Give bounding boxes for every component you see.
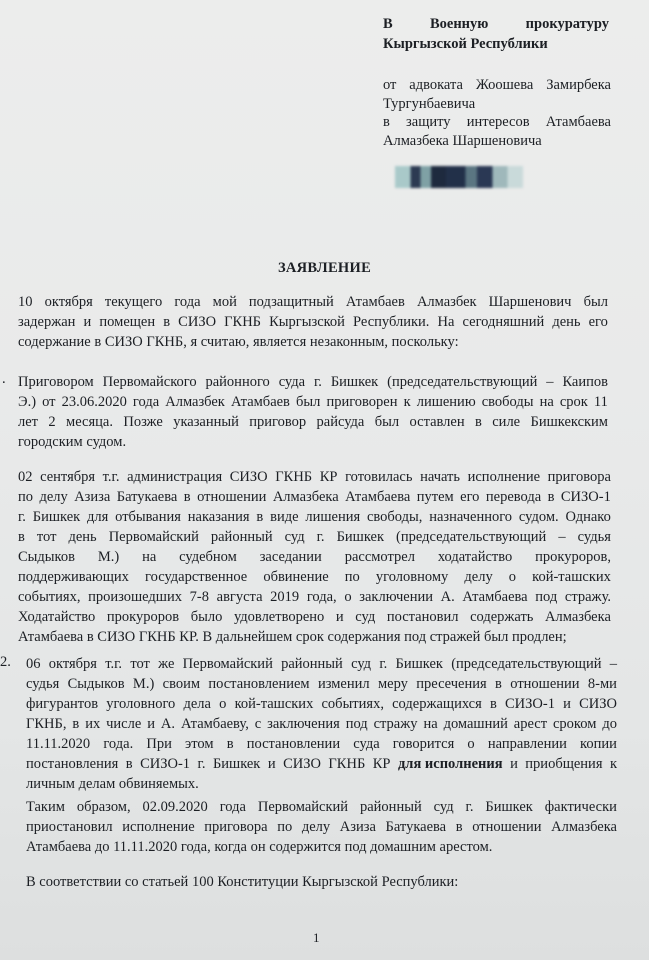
text-word: судебном bbox=[179, 549, 237, 565]
text-word: сегодняшний bbox=[462, 314, 545, 330]
text-word: дела bbox=[183, 696, 211, 712]
paragraph-conclusion bbox=[26, 797, 617, 857]
text-word: Алмазбека bbox=[272, 489, 339, 505]
addressee-word: прокуратуру bbox=[525, 16, 609, 32]
text-word: 2019 bbox=[270, 589, 300, 605]
text-word: Атамбаев bbox=[345, 294, 405, 310]
sender-word: Жоошева bbox=[475, 77, 534, 93]
text-word: содержащихся bbox=[392, 696, 482, 712]
text-word: о bbox=[467, 736, 475, 752]
text-word: Ходатайство bbox=[18, 609, 96, 625]
text-word: приостановил bbox=[26, 819, 113, 835]
text-line bbox=[26, 694, 617, 714]
text-word: ГКНБ bbox=[328, 756, 366, 772]
text-word: Однако bbox=[565, 509, 611, 525]
redacted-contact bbox=[395, 166, 523, 188]
text-word: года bbox=[174, 294, 201, 310]
text-line bbox=[26, 654, 617, 674]
text-word: городским судом. bbox=[18, 434, 127, 450]
text-word: Приговором bbox=[18, 374, 94, 390]
text-word: в bbox=[183, 489, 191, 505]
text-word: КР bbox=[319, 469, 338, 485]
text-word: его bbox=[588, 314, 608, 330]
text-word: М.) bbox=[97, 549, 120, 565]
text-word: отношении bbox=[510, 676, 580, 692]
text-word: районный bbox=[281, 656, 343, 672]
text-word: государственное bbox=[145, 569, 248, 585]
text-word: Первомайский bbox=[108, 529, 199, 545]
text-word: Атамбаеву, bbox=[180, 716, 249, 732]
text-word: Таким bbox=[26, 799, 65, 815]
text-word: стражу. bbox=[564, 589, 611, 605]
text-word: делу bbox=[464, 569, 493, 585]
text-line bbox=[18, 607, 611, 627]
sender-line: Тургунбаевича bbox=[383, 95, 476, 112]
text-word: г. bbox=[465, 799, 474, 815]
text-word: года bbox=[132, 394, 160, 410]
text-line bbox=[26, 754, 617, 774]
text-word: 06 bbox=[26, 656, 41, 672]
text-line bbox=[18, 507, 611, 527]
text-word: лишению bbox=[416, 394, 476, 410]
text-word: исполнение bbox=[467, 469, 541, 485]
text-word: г. bbox=[313, 374, 322, 390]
text-word: отбывания bbox=[115, 509, 181, 525]
text-word: районный bbox=[359, 799, 422, 815]
addressee-line: Кыргызской Республики bbox=[383, 36, 548, 52]
text-word: обвинение bbox=[263, 569, 329, 585]
text-line bbox=[18, 432, 608, 452]
text-word: путем bbox=[416, 489, 454, 505]
text-word: (председательствующий bbox=[387, 374, 538, 390]
text-word: Каипов bbox=[562, 374, 608, 390]
text-word: ГКНБ bbox=[224, 314, 262, 330]
text-word: Бишкек bbox=[32, 509, 81, 525]
text-word: Бишкек bbox=[395, 656, 443, 672]
text-word: о bbox=[508, 569, 517, 585]
text-word: приговора bbox=[547, 469, 611, 485]
text-word: октября bbox=[44, 294, 93, 310]
text-word: Алмазбека bbox=[545, 609, 611, 625]
text-word: Бишкек bbox=[212, 756, 261, 772]
text-word: Республики. bbox=[353, 314, 430, 330]
text-word: числе bbox=[106, 716, 142, 732]
text-line bbox=[18, 467, 611, 487]
text-word: суд bbox=[284, 529, 305, 545]
text-word: (председательствующий bbox=[396, 529, 547, 545]
text-word: их bbox=[85, 716, 101, 732]
text-word: Алмазбек bbox=[165, 394, 225, 410]
text-word: указанный bbox=[173, 414, 239, 430]
text-word: На bbox=[437, 314, 455, 330]
text-word: фактически bbox=[544, 799, 617, 815]
text-word: Шаршенович bbox=[488, 294, 572, 310]
text-word: приобщения bbox=[525, 756, 603, 772]
text-word: приговор bbox=[249, 414, 307, 430]
text-word: делу bbox=[39, 489, 68, 505]
paragraph-point-1 bbox=[18, 372, 608, 452]
sender-word: в bbox=[383, 114, 390, 130]
text-word: кой-ташских bbox=[234, 696, 314, 712]
text-word: – bbox=[558, 529, 566, 545]
text-word: – bbox=[609, 656, 617, 672]
text-word: в bbox=[489, 696, 497, 712]
text-line bbox=[18, 567, 611, 587]
text-word: его bbox=[460, 489, 480, 505]
text-word: администрация bbox=[127, 469, 223, 485]
text-word: в bbox=[256, 509, 264, 525]
text-word: тот bbox=[130, 656, 150, 672]
text-word: ГКНБ, bbox=[26, 716, 67, 732]
text-line bbox=[26, 674, 617, 694]
text-word: суда bbox=[353, 736, 380, 752]
text-word: КР bbox=[372, 756, 391, 772]
text-word: г. bbox=[379, 656, 388, 672]
text-line bbox=[18, 487, 611, 507]
text-word: райсуда bbox=[316, 414, 365, 430]
text-word: суд bbox=[351, 656, 372, 672]
text-word: делу bbox=[301, 819, 331, 835]
text-word: начать bbox=[420, 469, 460, 485]
text-word: день bbox=[68, 529, 97, 545]
text-word: назначенного bbox=[429, 509, 513, 525]
text-word: Бишкек bbox=[336, 529, 385, 545]
text-word: сроком bbox=[552, 716, 597, 732]
text-word: был bbox=[374, 414, 400, 430]
text-word: на bbox=[142, 549, 157, 565]
text-word: в bbox=[226, 736, 234, 752]
text-word: 11.11.2020 bbox=[26, 736, 91, 752]
text-word: наказания bbox=[187, 509, 250, 525]
text-word: СИЗО-1 bbox=[560, 489, 611, 505]
text-line bbox=[26, 734, 617, 754]
text-word: по bbox=[277, 819, 293, 835]
text-word: уголовного bbox=[106, 696, 176, 712]
text-line bbox=[26, 797, 617, 817]
text-word: СИЗО bbox=[283, 756, 321, 772]
text-word: г. bbox=[316, 529, 325, 545]
text-word: заключении bbox=[359, 589, 433, 605]
text-word: г. bbox=[18, 509, 26, 525]
text-word: для bbox=[87, 509, 109, 525]
sender-word: защиту bbox=[406, 114, 451, 130]
text-word: своим bbox=[162, 676, 201, 692]
sender-word: адвоката bbox=[409, 77, 463, 93]
text-word: Атамбаев bbox=[230, 394, 290, 410]
text-line bbox=[18, 292, 608, 312]
text-word: и bbox=[83, 314, 92, 330]
text-word: и bbox=[147, 716, 155, 732]
text-word: Э.) bbox=[18, 394, 37, 410]
text-word: лишения bbox=[305, 509, 361, 525]
text-word: был bbox=[296, 394, 321, 410]
text-line bbox=[18, 547, 611, 567]
text-word: суд bbox=[433, 799, 454, 815]
text-line bbox=[26, 817, 617, 837]
sender-word: Замирбека bbox=[546, 77, 611, 93]
text-word: постановлением bbox=[208, 676, 310, 692]
text-word: кой-ташских bbox=[532, 569, 611, 585]
text-word: в bbox=[455, 819, 463, 835]
text-word: прокуроров, bbox=[535, 549, 611, 565]
text-line bbox=[18, 332, 608, 352]
text-word: в bbox=[72, 716, 80, 732]
text-word: рассмотрел bbox=[344, 549, 415, 565]
text-word: день bbox=[552, 314, 581, 330]
text-word: ходатайство bbox=[437, 549, 513, 565]
text-word: в bbox=[495, 676, 502, 692]
text-word: домашний bbox=[443, 716, 508, 732]
addressee-block bbox=[383, 14, 609, 54]
text-word: ГКНБ bbox=[275, 469, 313, 485]
text-line bbox=[18, 372, 608, 392]
text-word: этом bbox=[185, 736, 214, 752]
text-word: 10 bbox=[18, 294, 33, 310]
text-word: готовилась bbox=[345, 469, 413, 485]
text-word: суда bbox=[278, 374, 306, 390]
text-word: 8-ми bbox=[587, 676, 617, 692]
text-word: постановлении bbox=[246, 736, 341, 752]
text-word: прокуроров bbox=[106, 609, 180, 625]
text-word: августа bbox=[216, 589, 263, 605]
text-word: приговора bbox=[204, 819, 268, 835]
text-line bbox=[18, 587, 611, 607]
text-word: же bbox=[158, 656, 175, 672]
text-word: арест bbox=[513, 716, 548, 732]
text-word: – bbox=[546, 374, 554, 390]
text-word: приговорен bbox=[326, 394, 398, 410]
text-word: силе bbox=[492, 414, 521, 430]
sender-line: Алмазбека Шаршеновича bbox=[383, 132, 542, 149]
text-word: судья bbox=[577, 529, 611, 545]
text-word: и bbox=[267, 756, 276, 772]
text-line bbox=[18, 392, 608, 412]
text-word: перевода bbox=[485, 489, 542, 505]
text-word: суд bbox=[355, 609, 376, 625]
text-word: удовлетворено bbox=[233, 609, 325, 625]
text-word: СИЗО-1 bbox=[140, 756, 191, 772]
text-word: Первомайский bbox=[182, 656, 273, 672]
text-word: Кыргызской bbox=[269, 314, 345, 330]
text-word: Батукаева bbox=[385, 819, 447, 835]
text-word: к bbox=[609, 756, 617, 772]
text-word: виде bbox=[270, 509, 299, 525]
text-word: было bbox=[190, 609, 223, 625]
text-word: В соответствии со статьей 100 Конституции Кыргызской Республики: bbox=[26, 874, 459, 890]
text-word: по bbox=[344, 569, 360, 585]
text-word: 02 bbox=[18, 469, 33, 485]
text-line bbox=[26, 774, 617, 794]
text-word: Алмазбека bbox=[551, 819, 617, 835]
text-word: (председательствующий bbox=[451, 656, 602, 672]
text-word: Первомайский bbox=[257, 799, 349, 815]
text-word: о bbox=[219, 696, 227, 712]
text-word: произошедших bbox=[88, 589, 182, 605]
paragraph-point-1-continued bbox=[18, 467, 611, 647]
text-word: для исполнения bbox=[397, 756, 503, 772]
addressee-word: В bbox=[383, 16, 393, 32]
text-word: 2 bbox=[48, 414, 56, 430]
sender-word: от bbox=[383, 77, 397, 93]
text-word: тот bbox=[36, 529, 57, 545]
paragraph-point-2 bbox=[26, 654, 617, 794]
text-word: А. bbox=[440, 589, 455, 605]
text-word: Бишкекским bbox=[530, 414, 608, 430]
text-word: и bbox=[563, 696, 571, 712]
text-word: от bbox=[42, 394, 56, 410]
text-word: Батукаева bbox=[116, 489, 178, 505]
text-word: 02.09.2020 bbox=[142, 799, 208, 815]
text-word: и bbox=[335, 609, 344, 625]
text-word: был bbox=[583, 294, 608, 310]
text-word: заключения bbox=[267, 716, 340, 732]
text-line bbox=[18, 412, 608, 432]
text-word: г. bbox=[197, 756, 206, 772]
text-word: в bbox=[163, 314, 171, 330]
text-word: Атамбаева bbox=[345, 489, 411, 505]
text-word: отношении bbox=[197, 489, 267, 505]
text-line bbox=[26, 837, 617, 857]
text-line bbox=[18, 527, 611, 547]
text-word: под bbox=[345, 716, 368, 732]
text-word: СИЗО bbox=[178, 314, 217, 330]
text-word: районного bbox=[205, 374, 270, 390]
text-word: стражу bbox=[373, 716, 418, 732]
text-word: срок bbox=[559, 394, 588, 410]
text-word: и bbox=[510, 756, 518, 772]
text-word: пресечения bbox=[416, 676, 487, 692]
text-word: в bbox=[475, 414, 482, 430]
text-word: Сыдыков bbox=[18, 549, 75, 565]
text-word: личным делам обвиняемых. bbox=[26, 776, 199, 792]
text-word: СИЗО bbox=[579, 696, 617, 712]
sender-block bbox=[383, 76, 611, 150]
text-word: к bbox=[403, 394, 411, 410]
text-word: копии bbox=[580, 736, 617, 752]
text-word: лет bbox=[18, 414, 39, 430]
document-title: ЗАЯВЛЕНИЕ bbox=[277, 260, 372, 276]
text-word: задержан bbox=[18, 314, 76, 330]
text-word: Атамбаева в СИЗО ГКНБ КР. В дальнейшем срок содержания под стражей был продлен; bbox=[18, 629, 567, 645]
text-word: оставлен bbox=[409, 414, 465, 430]
text-word: Позже bbox=[123, 414, 163, 430]
text-word: постановления bbox=[26, 756, 119, 772]
text-word: года. bbox=[103, 736, 134, 752]
text-word: М.) bbox=[132, 676, 155, 692]
text-word: Алмазбек bbox=[416, 294, 477, 310]
text-word: с bbox=[254, 716, 262, 732]
text-word: подзащитный bbox=[248, 294, 334, 310]
text-word: в bbox=[547, 489, 555, 505]
text-word: содержать bbox=[470, 609, 534, 625]
text-word: на bbox=[539, 394, 554, 410]
text-word: октября bbox=[48, 656, 97, 672]
text-word: т.г. bbox=[102, 469, 120, 485]
text-word: в bbox=[18, 529, 25, 545]
text-word: Атамбаева bbox=[462, 589, 528, 605]
text-line bbox=[26, 872, 617, 892]
text-word: судья bbox=[26, 676, 60, 692]
text-word: Бишкек bbox=[330, 374, 379, 390]
text-word: событиях, bbox=[321, 696, 384, 712]
text-word: уголовному bbox=[375, 569, 449, 585]
text-word: 23.06.2020 bbox=[61, 394, 127, 410]
text-word: до bbox=[602, 716, 617, 732]
addressee-word: Военную bbox=[429, 16, 489, 32]
text-word: Бишкек bbox=[485, 799, 533, 815]
text-word: на bbox=[423, 716, 438, 732]
text-word: СИЗО-1 bbox=[504, 696, 555, 712]
text-word: т.г. bbox=[105, 656, 123, 672]
text-word: о bbox=[344, 589, 352, 605]
text-word: А. bbox=[160, 716, 176, 732]
text-word: Азиза bbox=[339, 819, 376, 835]
text-word: по bbox=[18, 489, 34, 505]
text-word: районный bbox=[210, 529, 273, 545]
text-word: Азиза bbox=[74, 489, 111, 505]
text-word: судом. bbox=[518, 509, 559, 525]
text-word: фигурантов bbox=[26, 696, 99, 712]
text-line bbox=[18, 627, 611, 647]
text-word: Сыдыков bbox=[67, 676, 125, 692]
paragraph-constitution bbox=[26, 872, 617, 892]
sender-word: интересов bbox=[466, 114, 530, 130]
text-word: Первомайского bbox=[102, 374, 197, 390]
text-word: меру bbox=[377, 676, 408, 692]
list-marker-1: . bbox=[2, 371, 6, 387]
text-word: месяца. bbox=[66, 414, 113, 430]
text-line bbox=[26, 714, 617, 734]
text-word: Атамбаева до 11.11.2020 года, когда он содержится под домашним арестом. bbox=[26, 839, 493, 855]
text-word: 11 bbox=[593, 394, 608, 410]
paragraph-intro bbox=[18, 292, 608, 352]
text-word: года, bbox=[306, 589, 337, 605]
text-word: событиях, bbox=[18, 589, 81, 605]
page-number: 1 bbox=[313, 930, 320, 945]
text-word: содержание в СИЗО ГКНБ, я считаю, является незаконным, поскольку: bbox=[18, 334, 459, 350]
text-word: заседании bbox=[259, 549, 322, 565]
text-line bbox=[18, 312, 608, 332]
text-word: При bbox=[146, 736, 172, 752]
text-word: текущего bbox=[104, 294, 163, 310]
text-word: свободы, bbox=[366, 509, 423, 525]
text-word: говорится bbox=[392, 736, 455, 752]
text-word: направлении bbox=[487, 736, 567, 752]
text-word: свободы bbox=[481, 394, 534, 410]
text-word: 7-8 bbox=[189, 589, 209, 605]
text-word: сентября bbox=[40, 469, 96, 485]
text-word: СИЗО bbox=[229, 469, 268, 485]
text-word: поддерживающих bbox=[18, 569, 129, 585]
text-word: помещен bbox=[99, 314, 156, 330]
text-word: изменил bbox=[317, 676, 370, 692]
text-word: образом, bbox=[76, 799, 131, 815]
sender-word: Атамбаева bbox=[545, 114, 611, 130]
text-word: мой bbox=[212, 294, 237, 310]
text-word: под bbox=[535, 589, 558, 605]
text-word: отношении bbox=[472, 819, 542, 835]
list-marker-2: 2. bbox=[0, 654, 11, 670]
text-word: исполнение bbox=[122, 819, 195, 835]
text-word: в bbox=[125, 756, 133, 772]
text-word: постановил bbox=[386, 609, 459, 625]
text-word: года bbox=[219, 799, 246, 815]
